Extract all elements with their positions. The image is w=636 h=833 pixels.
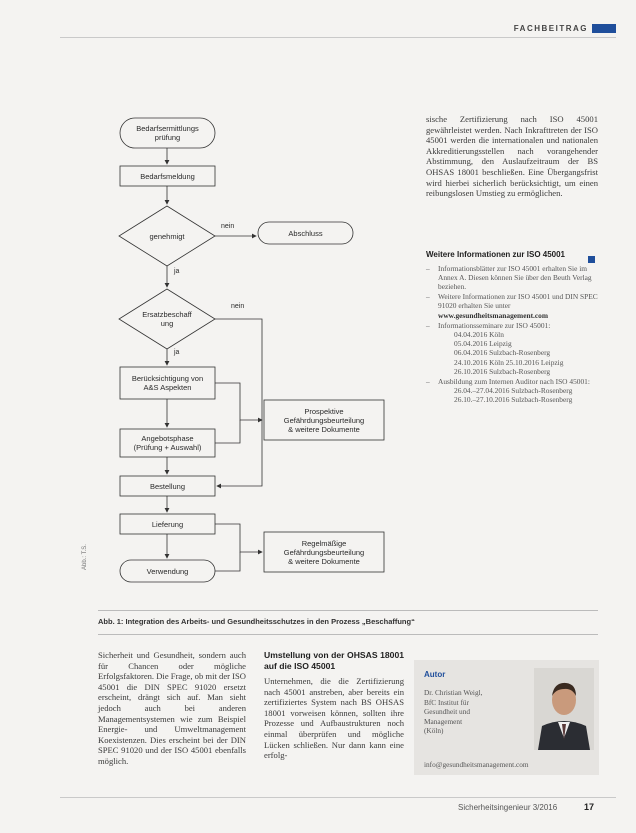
fc-no1-label: nein: [221, 223, 235, 230]
fc-yes1-label: ja: [174, 268, 180, 275]
author-info: Dr. Christian Weigl, BfC Institut für Gesundheit und Management (Köln): [424, 688, 483, 735]
author-photo: [534, 668, 594, 750]
author-email[interactable]: info@gesundheitsmanagement.com: [424, 760, 529, 769]
author-box: [414, 660, 599, 775]
info-item: – Informationsseminare zur ISO 45001: 04.04.2016 Köln 05.04.2016 Leipzig 06.04.2016 Sulzbach-Rosenberg 24.10.2016 Köln 25.10.2016 Leipzig 26.10.2016 Sulzbach-Rosenberg: [426, 321, 598, 376]
caption-rule-bottom: [98, 634, 598, 635]
fc-yes2-label: ja: [174, 349, 180, 356]
page-number: 17: [584, 802, 595, 812]
fc-regel-label: Regelmäßige Gefährdungsbeurteilung & weitere Dokumente: [283, 538, 365, 566]
fc-bedarf-label: Bedarfsmeldung: [140, 171, 195, 181]
section-body: Unternehmen, die die Zertifizierung nach 45001 anstreben, aber bereits ein zertifiziertes System nach BS OHSAS 18001 vorweisen können, sollten ihre Prozesse und Aufbaustrukturen noch einmal überprüfen und mögliche Lücken schließen. Nur dann kann eine erfolg-: [264, 676, 404, 761]
info-sub-item: 06.04.2016 Sulzbach-Rosenberg: [454, 348, 551, 358]
side-credit: Abb.: T.S.: [82, 544, 88, 570]
info-sub-item: 24.10.2016 Köln 25.10.2016 Leipzig: [454, 357, 564, 367]
info-sub-item: 26.10.2016 Sulzbach-Rosenberg: [454, 366, 551, 376]
info-sub-item: 26.04.–27.04.2016 Sulzbach-Rosenberg: [454, 386, 573, 396]
bottom-column-1: Sicherheit und Gesundheit, sondern auch für Chancen oder mögliche Erfolgsfaktoren. Die Frage, ob mit der ISO 45001 die DIN SPEC 91020 ersetzt erscheint, drängt sich auf. Man sieht jedoch auch bei anderen Managementsystemen wie zum Beispiel Energie- und Umweltmanagement Koexistenzen. Dies erscheint bei der DIN SPEC 91020 und der ISO 45001 ebenfalls möglich.: [98, 650, 246, 766]
info-box: [426, 250, 598, 406]
info-item: – Ausbildung zum Internen Auditor nach ISO 45001: 26.04.–27.04.2016 Sulzbach-Rosenberg 26.10.–27.10.2016 Sulzbach-Rosenberg: [426, 377, 598, 405]
fc-aus-label: Berücksichtigung von A&S Aspekten: [131, 374, 204, 392]
fc-bestellung-label: Bestellung: [149, 481, 186, 491]
section-heading: Umstellung von der OHSAS 18001 auf die ISO 45001: [264, 650, 404, 671]
right-column-text: sische Zertifizierung nach ISO 45001 gewährleistet werden. Nach Inkrafttreten der ISO 45001 werden die internationalen und nationalen Akkreditierungsstellen nach vorangehender Abstimmung, den Auslaufzeitraum der BS OHSAS 18001 beschließen. Eine Übergangsfrist wird hierbei sicherlich berücksichtigt, um einen reibungslosen Umstieg zu ermöglichen.: [426, 114, 598, 199]
info-link[interactable]: www.gesundheitsmanagement.com: [438, 310, 549, 320]
section-label: FACHBEITRAG: [513, 24, 588, 33]
fc-lieferung-label: Lieferung: [151, 519, 184, 529]
bottom-column-2: [264, 650, 404, 761]
info-list: [426, 264, 598, 405]
author-label: Autor: [424, 670, 446, 679]
fc-decision1-label: genehmigt: [149, 231, 185, 241]
figure-caption: Abb. 1: Integration des Arbeits- und Gesundheitsschutzes in den Prozess „Beschaffung“: [98, 617, 415, 626]
info-item: – Weitere Informationen zur ISO 45001 und DIN SPEC 91020 erhalten Sie unter www.gesundheitsmanagement.com: [426, 292, 598, 320]
info-sub-item: 04.04.2016 Köln: [454, 329, 504, 339]
caption-rule-top: [98, 610, 598, 611]
footer-magazine: Sicherheitsingenieur 3/2016: [458, 803, 558, 812]
info-sub-item: 05.04.2016 Leipzig: [454, 339, 512, 349]
info-sub-item: 26.10.–27.10.2016 Sulzbach-Rosenberg: [454, 395, 573, 405]
footer-rule: [60, 797, 616, 798]
fc-no2-label: nein: [231, 303, 245, 310]
fc-decision2-label: Ersatzbeschaff ung: [142, 310, 192, 328]
fc-angebot-label: Angebotsphase (Prüfung + Auswahl): [133, 434, 202, 452]
info-item: – Informationsblätter zur ISO 45001 erhalten Sie im Annex A. Diesen können Sie über den Beuth Verlag beziehen.: [426, 264, 598, 292]
fc-verwendung-label: Verwendung: [146, 566, 189, 576]
fc-prospektive-label: Prospektive Gefährdungsbeurteilung & weitere Dokumente: [283, 406, 365, 434]
fc-start-label: Bedarfsermittlungs prüfung: [136, 124, 199, 142]
info-heading: Weitere Informationen zur ISO 45001: [426, 250, 566, 259]
fc-abschluss-label: Abschluss: [288, 228, 323, 238]
